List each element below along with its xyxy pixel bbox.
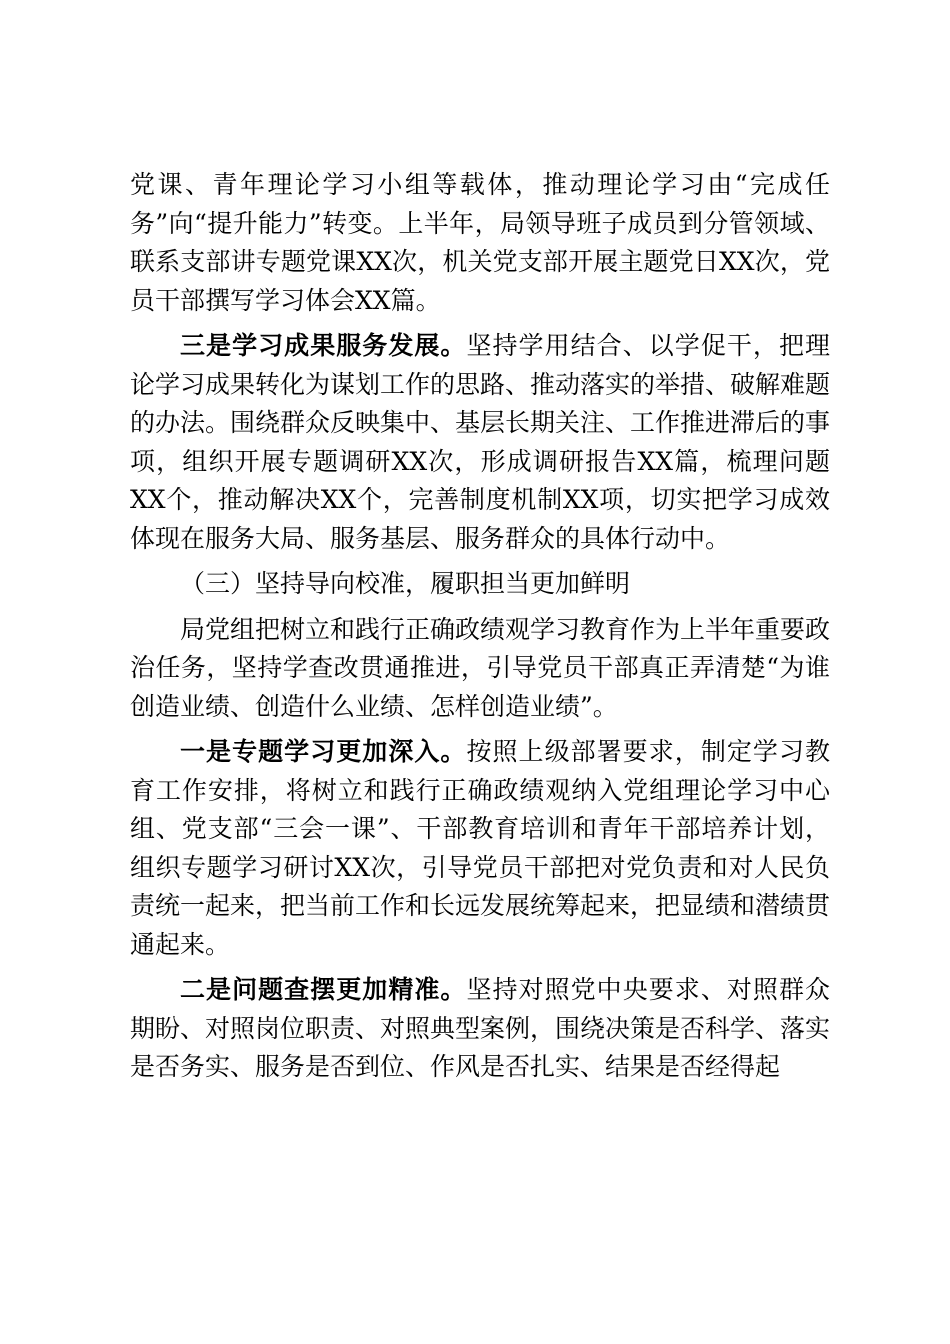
paragraph-text: 坚持对照党中央要求、对照群众期盼、对照岗位职责、对照典型案例，围绕决策是否科学、落实是否务实、服务是否到位、作风是否扎实、结果是否经得起 xyxy=(130,975,831,1081)
paragraph-problem-finding xyxy=(130,971,830,1087)
document-body xyxy=(130,166,830,1094)
section-heading-text: （三）坚持导向校准，履职担当更加鲜明 xyxy=(180,569,631,598)
paragraph-special-study xyxy=(130,733,830,964)
paragraph-text: 坚持学用结合、以学促干，把理论学习成果转化为谋划工作的思路、推动落实的举措、破解难题的办法。围绕群众反映集中、基层长期关注、工作推进滞后的事项，组织开展专题调研XX次，形成调研报告XX篇，梳理问题XX个，推动解决XX个，完善制度机制XX项，切实把学习成效体现在服务大局、服务基层、服务群众的具体行动中。 xyxy=(130,331,831,553)
paragraph-intro xyxy=(130,611,830,727)
paragraph-text: 局党组把树立和践行正确政绩观学习教育作为上半年重要政治任务，坚持学查改贯通推进，引导党员干部真正弄清楚“为谁创造业绩、创造什么业绩、怎样创造业绩”。 xyxy=(130,614,831,721)
section-heading xyxy=(130,565,830,604)
paragraph-learning-outcomes xyxy=(130,327,830,558)
paragraph-lead: 一是专题学习更加深入。 xyxy=(180,737,467,766)
paragraph-lead: 二是问题查摆更加精准。 xyxy=(180,975,467,1004)
paragraph-text: 党课、青年理论学习小组等载体，推动理论学习由“完成任务”向“提升能力”转变。上半年，局领导班子成员到分管领域、联系支部讲专题党课XX次，机关党支部开展主题党日XX次，党员干部撰写学习体会XX篇。 xyxy=(130,170,830,315)
paragraph-continuation xyxy=(130,166,830,320)
paragraph-lead: 三是学习成果服务发展。 xyxy=(180,331,467,360)
paragraph-text: 按照上级部署要求，制定学习教育工作安排，将树立和践行正确政绩观纳入党组理论学习中心组、党支部“三会一课”、干部教育培训和青年干部培养计划，组织专题学习研讨XX次，引导党员干部把对党负责和对人民负责统一起来，把当前工作和长远发展统筹起来，把显绩和潜绩贯通起来。 xyxy=(130,737,831,959)
